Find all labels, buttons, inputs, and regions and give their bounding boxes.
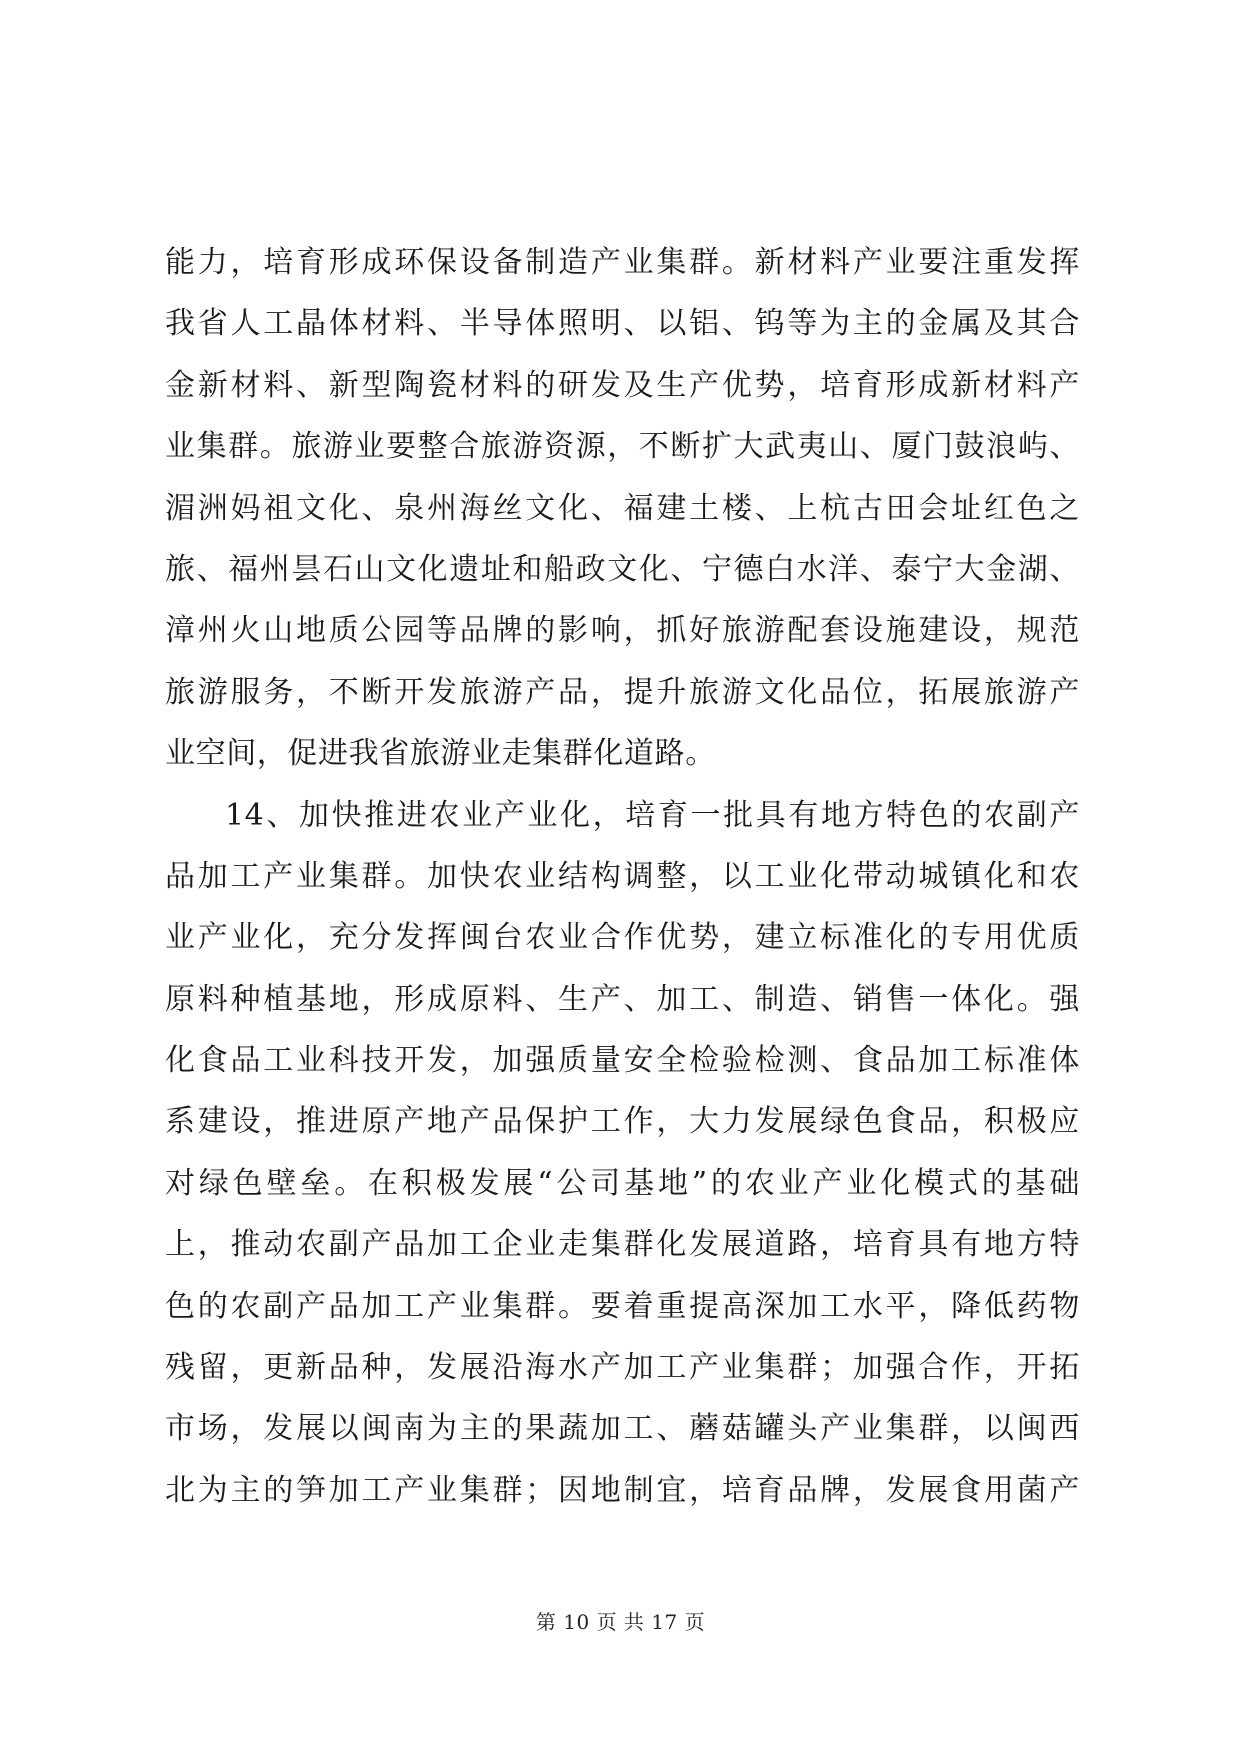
text-line: 业空间，促进我省旅游业走集群化道路。 bbox=[165, 736, 716, 772]
text-line: 原料种植基地，形成原料、生产、加工、制造、销售一体化。强 bbox=[165, 981, 1080, 1017]
text-line: 残留，更新品种，发展沿海水产加工产业集群；加强合作，开拓 bbox=[165, 1350, 1080, 1386]
text-line: 业产业化，充分发挥闽台农业合作优势，建立标准化的专用优质 bbox=[165, 920, 1080, 956]
text-line: 旅、福州昙石山文化遗址和船政文化、宁德白水洋、泰宁大金湖、 bbox=[165, 551, 1080, 587]
text-line: 漳州火山地质公园等品牌的影响，抓好旅游配套设施建设，规范 bbox=[165, 613, 1080, 649]
body-text bbox=[165, 232, 1080, 1521]
text-line: 湄洲妈祖文化、泉州海丝文化、福建土楼、上杭古田会址红色之 bbox=[165, 490, 1080, 526]
text-line: 金新材料、新型陶瓷材料的研发及生产优势，培育形成新材料产 bbox=[165, 367, 1080, 403]
text-line: 对绿色壁垒。在积极发展“公司基地”的农业产业化模式的基础 bbox=[165, 1165, 1080, 1201]
text-line: 旅游服务，不断开发旅游产品，提升旅游文化品位，拓展旅游产 bbox=[165, 674, 1080, 710]
text-line: 化食品工业科技开发，加强质量安全检验检测、食品加工标准体 bbox=[165, 1043, 1080, 1079]
text-line: 系建设，推进原产地产品保护工作，大力发展绿色食品，积极应 bbox=[165, 1104, 1080, 1140]
text-line: 上，推动农副产品加工企业走集群化发展道路，培育具有地方特 bbox=[165, 1227, 1080, 1263]
text-line: 色的农副产品加工产业集群。要着重提高深加工水平，降低药物 bbox=[165, 1288, 1080, 1324]
text-line: 市场，发展以闽南为主的果蔬加工、蘑菇罐头产业集群，以闽西 bbox=[165, 1411, 1080, 1447]
text-line: 业集群。旅游业要整合旅游资源，不断扩大武夷山、厦门鼓浪屿、 bbox=[165, 429, 1080, 465]
text-line: 北为主的笋加工产业集群；因地制宜，培育品牌，发展食用菌产 bbox=[165, 1472, 1080, 1508]
text-line: 品加工产业集群。加快农业结构调整，以工业化带动城镇化和农 bbox=[165, 858, 1080, 894]
text-line: 14、加快推进农业产业化，培育一批具有地方特色的农副产 bbox=[225, 797, 1080, 833]
text-line: 能力，培育形成环保设备制造产业集群。新材料产业要注重发挥 bbox=[165, 245, 1080, 280]
text-line: 我省人工晶体材料、半导体照明、以铝、钨等为主的金属及其合 bbox=[165, 306, 1080, 342]
page-number-footer: 第 10 页 共 17 页 bbox=[535, 1610, 706, 1634]
